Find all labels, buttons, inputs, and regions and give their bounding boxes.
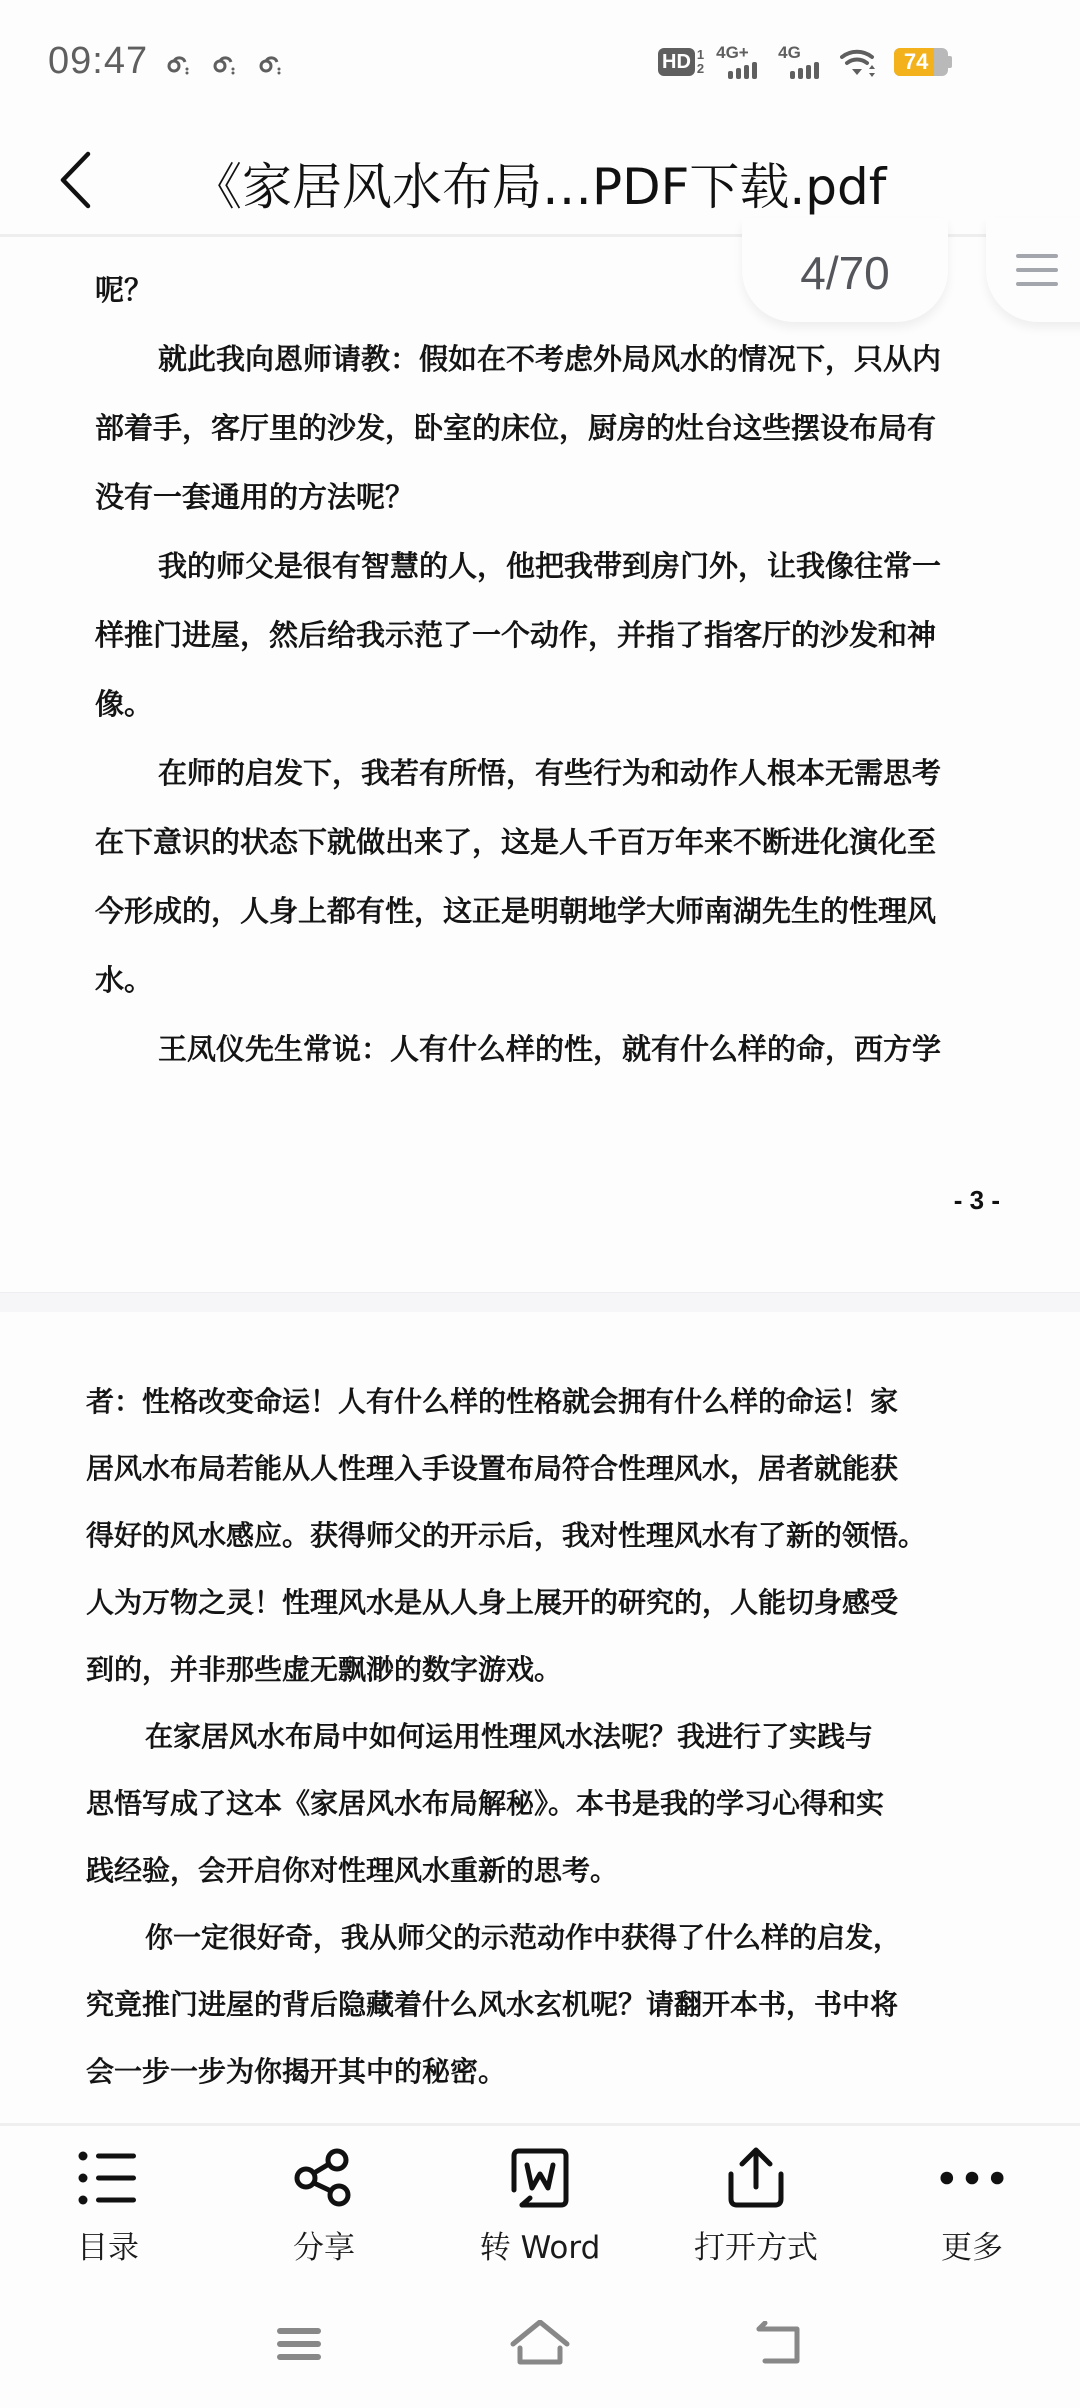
system-icons [658,45,952,79]
back-icon [753,2321,803,2365]
link-notification-icon [257,49,283,75]
text-line: 思悟写成了这本《家居风水布局解秘》。本书是我的学习心得和实 [86,1787,885,1820]
text-line: 践经验，会开启你对性理风水重新的思考。 [86,1854,619,1887]
text-line: 我的师父是很有智慧的人，他把我带到房门外，让我像往常一 [158,549,942,583]
toc-label: 目录 [77,2230,139,2266]
status-time: 09:47 [48,40,149,82]
home-icon [510,2320,570,2366]
share-button[interactable] [216,2126,432,2283]
status-bar [0,0,1080,125]
text-line: 在下意识的状态下就做出来了，这是人千百万年来不断进化演化至 [95,825,937,859]
text-line: 水。 [95,963,154,997]
text-line: 没有一套通用的方法呢？ [95,480,415,514]
text-line: 王凤仪先生常说：人有什么样的性，就有什么样的命，西方学 [158,1032,942,1066]
menu-icon [1016,252,1058,288]
link-notification-icon [211,49,237,75]
signal-4g-icon: 4G [778,45,828,79]
system-nav-bar [0,2283,1080,2408]
battery-icon: 74 [894,48,948,76]
text-line: 样推门进屋，然后给我示范了一个动作，并指了指客厅的沙发和神 [95,618,937,652]
open-with-button[interactable] [648,2126,864,2283]
hd-voice-icon: HD 1 2 [658,48,704,76]
share-icon [294,2148,354,2208]
chevron-left-icon [58,151,92,209]
more-button[interactable] [864,2126,1080,2283]
text-line: 在师的启发下，我若有所悟，有些行为和动作人根本无需思考 [158,756,942,790]
text-line: 在家居风水布局中如何运用性理风水法呢？我进行了实践与 [145,1720,874,1753]
wifi-icon [840,47,878,77]
text-line: 者：性格改变命运！人有什么样的性格就会拥有什么样的命运！家 [86,1385,899,1418]
text-line: 部着手，客厅里的沙发，卧室的床位，厨房的灶台这些摆设布局有 [95,411,937,445]
outline-toggle-button[interactable] [986,218,1080,322]
convert-word-button[interactable] [432,2126,648,2283]
recents-icon [275,2323,323,2363]
convert-word-icon [510,2148,570,2208]
text-line: 像。 [95,687,154,721]
text-line: 会一步一步为你揭开其中的秘密。 [86,2055,507,2088]
signal-4g-plus-icon: 4G+ [716,45,766,79]
pdf-viewer[interactable] [0,240,1080,2123]
pdf-page [0,1312,1080,2123]
list-icon [78,2151,138,2205]
back-nav-button[interactable] [748,2313,808,2373]
bottom-toolbar [0,2123,1080,2283]
open-with-label: 打开方式 [694,2230,818,2266]
recents-button[interactable] [269,2313,329,2373]
text-line: 到的，并非那些虚无飘渺的数字游戏。 [86,1653,563,1686]
text-line: 得好的风水感应。获得师父的开示后，我对性理风水有了新的领悟。 [86,1519,927,1552]
open-with-icon [726,2147,786,2209]
document-title: 《家居风水布局…PDF下载.pdf [192,158,887,216]
page-separator [0,1292,1080,1312]
pdf-page [0,240,1080,1292]
page-number: - 3 - [953,1185,1000,1215]
text-line: 今形成的，人身上都有性，这正是明朝地学大师南湖先生的性理风 [95,894,937,928]
more-icon [940,2171,1004,2185]
text-line: 究竟推门进屋的背后隐藏着什么风水玄机呢？请翻开本书，书中将 [86,1988,899,2021]
text-line: 人为万物之灵！性理风水是从人身上展开的研究的，人能切身感受 [86,1586,899,1619]
notification-icons [165,49,283,75]
link-notification-icon [165,49,191,75]
text-line: 就此我向恩师请教：假如在不考虑外局风水的情况下，只从内 [158,342,942,376]
back-button[interactable] [58,145,108,215]
share-label: 分享 [293,2230,355,2266]
text-line: 呢？ [95,273,154,307]
text-line: 你一定很好奇，我从师父的示范动作中获得了什么样的启发， [145,1921,902,1954]
home-button[interactable] [510,2313,570,2373]
convert-word-label: 转 Word [479,2230,601,2266]
page-indicator[interactable]: 4/70 [742,218,948,322]
text-line: 居风水布局若能从人性理入手设置布局符合性理风水，居者就能获 [86,1452,899,1485]
toc-button[interactable] [0,2126,216,2283]
more-label: 更多 [941,2230,1003,2266]
